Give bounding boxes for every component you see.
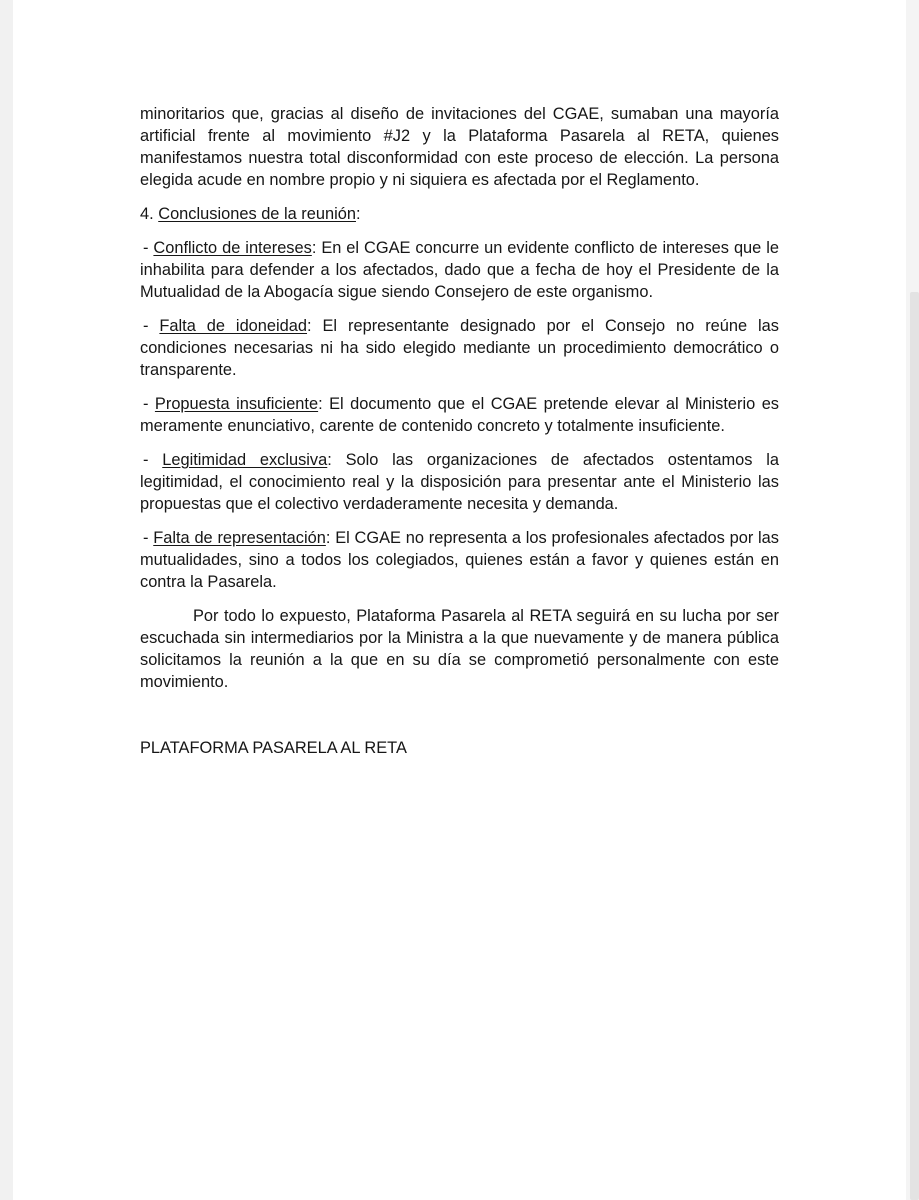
bullet-label: Legitimidad exclusiva [162,451,328,469]
signature: PLATAFORMA PASARELA AL RETA [140,739,407,757]
bullet-dash: - [143,239,154,257]
bullet-text: : El CGAE no representa a los profesionales afectados por las mutualidades, sino a todos los colegiados, quienes están a favor y quienes están en contra la Pasarela. [140,529,779,591]
bullet-falta-de-idoneidad [140,315,779,381]
section-title: Conclusiones de la reunión [158,205,356,223]
bullet-label: Propuesta insuficiente [154,395,319,413]
closing-paragraph: Por todo lo expuesto, Plataforma Pasarela al RETA seguirá en su lucha por ser escuchada sin intermediarios por la Ministra a la que nuevamente y de manera pública solicitamos la reunión a la que en su día se comprometió personalmente con este movimiento. [140,607,779,691]
section-heading [140,203,779,225]
bullet-label: Falta de representación [153,529,326,547]
document-body [140,103,779,771]
bullet-label: Conflicto de intereses [153,239,312,257]
bullet-label: Falta de idoneidad [159,317,308,335]
bullet-legitimidad-exclusiva [140,449,779,515]
bullet-conflicto-de-intereses [140,237,779,303]
section-number: 4. [140,205,159,223]
bullet-text: : El representante designado por el Consejo no reúne las condiciones necesarias ni ha sido elegido mediante un procedimiento democrático o transparente. [140,317,779,379]
document-page [13,0,906,1200]
bullet-text: : En el CGAE concurre un evidente conflicto de intereses que le inhabilita para defender a los afectados, dado que a fecha de hoy el Presidente de la Mutualidad de la Abogacía sigue siendo Consejero de este organismo. [140,239,779,301]
bullet-dash: - [143,451,163,469]
bullet-propuesta-insuficiente [140,393,779,437]
bullet-falta-de-representacion [140,527,779,593]
intro-paragraph: minoritarios que, gracias al diseño de invitaciones del CGAE, sumaban una mayoría artificial frente al movimiento #J2 y la Plataforma Pasarela al RETA, quienes manifestamos nuestra total disconformidad con este proceso de elección. La persona elegida acude en nombre propio y ni siquiera es afectada por el Reglamento. [140,105,779,189]
bullet-dash: - [143,395,155,413]
bullet-text: : El documento que el CGAE pretende elevar al Ministerio es meramente enunciativo, carente de contenido concreto y totalmente insuficiente. [140,395,779,435]
bullet-dash: - [143,317,160,335]
bullet-dash: - [143,529,154,547]
section-suffix: : [355,205,361,223]
scrollbar-thumb[interactable] [910,292,919,1200]
bullet-text: : Solo las organizaciones de afectados ostentamos la legitimidad, el conocimiento real y la disposición para presentar ante el Ministerio las propuestas que el colectivo verdaderamente necesita y demanda. [140,451,779,513]
